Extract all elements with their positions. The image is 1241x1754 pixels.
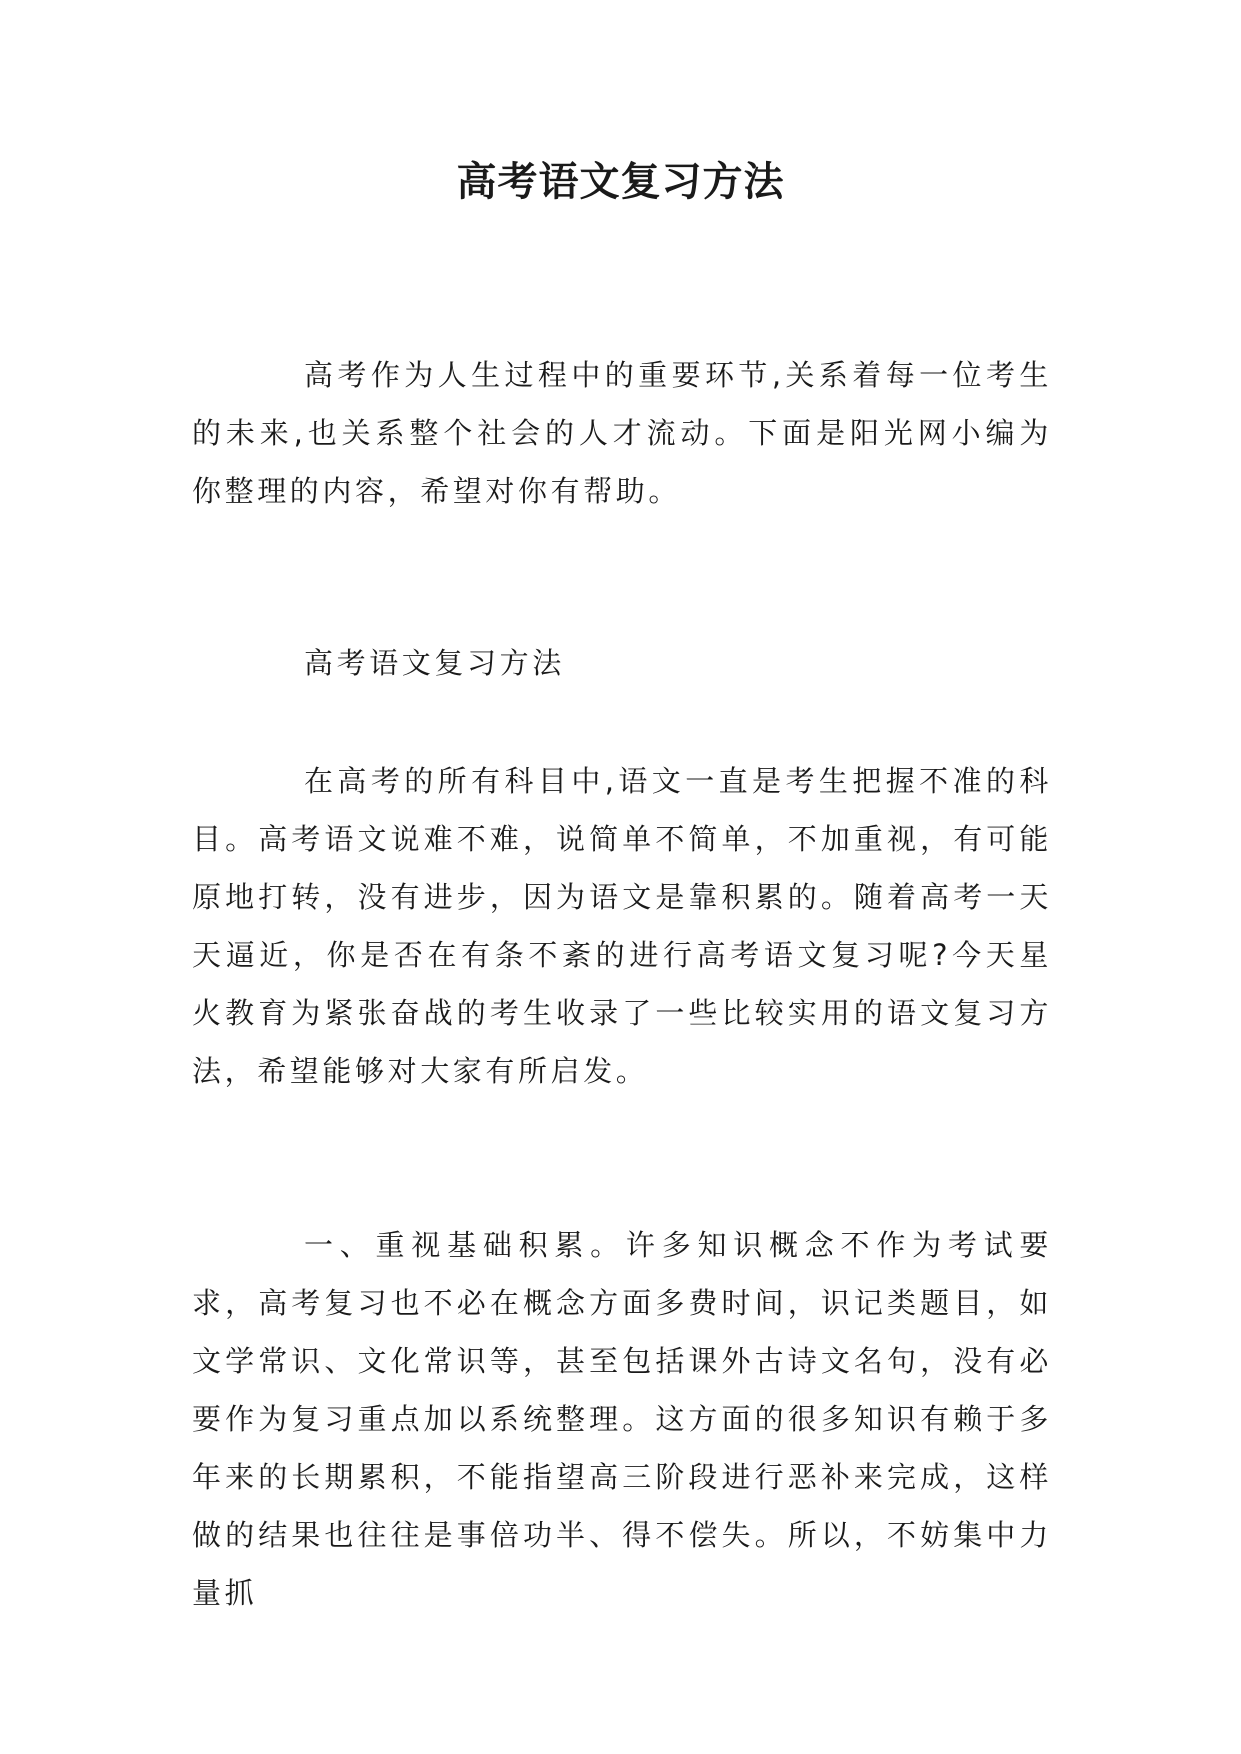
intro-paragraph: 高考作为人生过程中的重要环节,关系着每一位考生的未来,也关系整个社会的人才流动。下面是阳光网小编为你整理的内容，希望对你有帮助。 — [192, 358, 1052, 508]
section-heading: 高考语文复习方法 — [304, 646, 565, 680]
body-paragraph-subjects: 在高考的所有科目中,语文一直是考生把握不准的科目。高考语文说难不难，说简单不简单，不加重视，有可能原地打转，没有进步，因为语文是靠积累的。随着高考一天天逼近，你是否在有条不紊的进行高考语文复习呢?今天星火教育为紧张奋战的考生收录了一些比较实用的语文复习方法，希望能够对大家有所启发。 — [192, 764, 1052, 1088]
body-paragraph-foundation: 一、重视基础积累。许多知识概念不作为考试要求，高考复习也不必在概念方面多费时间，识记类题目，如文学常识、文化常识等，甚至包括课外古诗文名句，没有必要作为复习重点加以系统整理。这方面的很多知识有赖于多年来的长期累积，不能指望高三阶段进行恶补来完成，这样做的结果也往往是事倍功半、得不偿失。所以，不妨集中力量抓 — [192, 1228, 1052, 1610]
document-title: 高考语文复习方法 — [456, 158, 785, 205]
